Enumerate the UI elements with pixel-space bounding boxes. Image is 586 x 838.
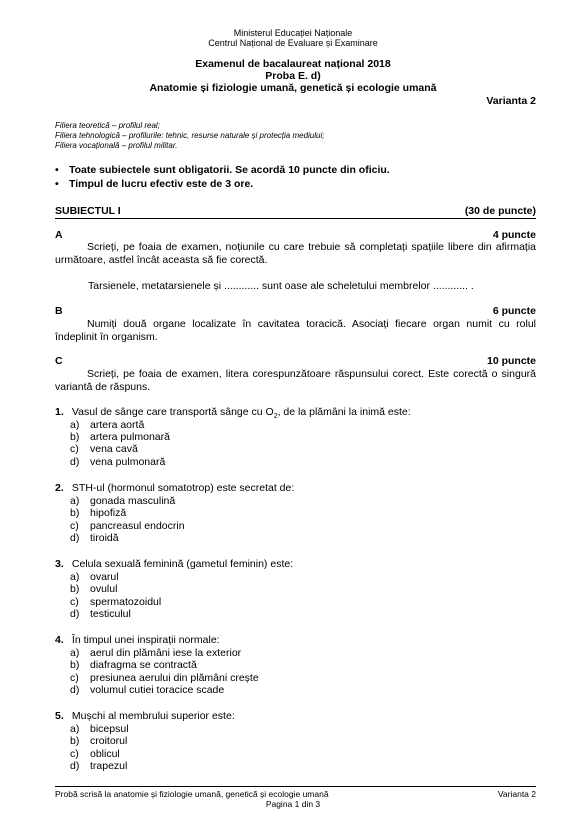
section-b-text: Numiți două organe localizate în cavitatea toracică. Asociați fiecare organ numit cu rolul îndeplinit în organism. bbox=[55, 318, 536, 343]
question-3-option-b: b) ovulul bbox=[70, 583, 118, 595]
footer-variant: Varianta 2 bbox=[497, 789, 536, 799]
question-1-option-a: a) artera aortă bbox=[70, 419, 145, 431]
exam-variant: Varianta 2 bbox=[486, 95, 536, 107]
exam-proba: Proba E. d) bbox=[265, 70, 321, 82]
section-c-points: 10 puncte bbox=[486, 355, 536, 367]
question-1: 1. Vasul de sânge care transportă sânge cu $O_2$, de la plămâni la inimă este: bbox=[55, 406, 411, 421]
ministry-name: Ministerul Educației Naționale bbox=[233, 28, 353, 38]
bullet-icon: • bbox=[55, 178, 59, 190]
question-4-option-b: b) diafragma se contractă bbox=[70, 659, 197, 671]
exam-title: Examenul de bacalaureat național 2018 bbox=[195, 58, 391, 70]
question-4: 4. În timpul unei inspirații normale: bbox=[55, 634, 220, 646]
question-5-option-a: a) bicepsul bbox=[70, 723, 129, 735]
section-a-text: Scrieți, pe foaia de examen, noțiunile cu care trebuie să completați spațiile libere din afirmația următoare, astfel încât aceasta să fie corectă. bbox=[55, 241, 536, 266]
question-1-option-d: d) vena pulmonară bbox=[70, 456, 166, 468]
question-2: 2. STH-ul (hormonul somatotrop) este secretat de: bbox=[55, 482, 295, 494]
section-a-statement: Tarsienele, metatarsienele și ............ sunt oase ale scheletului membrelor ............ . bbox=[88, 280, 474, 292]
instruction-item: • Timpul de lucru efectiv este de 3 ore. bbox=[55, 178, 254, 190]
question-4-option-d: d) volumul cutiei toracice scade bbox=[70, 684, 225, 696]
filiera-tehnologica: Filiera tehnologică – profilurile: tehnic, resurse naturale și protecția mediului; bbox=[55, 131, 325, 140]
question-5-option-d: d) trapezul bbox=[70, 760, 128, 772]
filiera-teoretica: Filiera teoretică – profilul real; bbox=[55, 121, 160, 130]
question-2-option-c: c) pancreasul endocrin bbox=[70, 520, 185, 532]
page-number: Pagina 1 din 3 bbox=[265, 799, 321, 809]
section-a-letter: A bbox=[55, 229, 63, 241]
section-b-letter: B bbox=[55, 305, 63, 317]
question-5-option-b: b) croitorul bbox=[70, 735, 128, 747]
center-name: Centrul Național de Evaluare și Examinare bbox=[208, 38, 378, 48]
footer-divider bbox=[55, 786, 536, 787]
section-a-points: 4 puncte bbox=[492, 229, 536, 241]
question-4-option-c: c) presiunea aerului din plămâni crește bbox=[70, 672, 259, 684]
question-3-option-a: a) ovarul bbox=[70, 571, 119, 583]
subiect-heading bbox=[55, 205, 536, 219]
question-4-option-a: a) aerul din plămâni iese la exterior bbox=[70, 647, 242, 659]
question-3-option-d: d) testiculul bbox=[70, 608, 131, 620]
bullet-icon: • bbox=[55, 164, 59, 176]
subiect-points: (30 de puncte) bbox=[464, 205, 536, 217]
question-5-option-c: c) oblicul bbox=[70, 748, 120, 760]
question-1-option-c: c) vena cavă bbox=[70, 443, 138, 455]
filiera-vocationala: Filiera vocațională – profilul militar. bbox=[55, 141, 178, 150]
instruction-item: • Toate subiectele sunt obligatorii. Se acordă 10 puncte din oficiu. bbox=[55, 164, 390, 176]
question-2-option-a: a) gonada masculină bbox=[70, 495, 176, 507]
section-c-letter: C bbox=[55, 355, 63, 367]
question-2-option-b: b) hipofiză bbox=[70, 507, 127, 519]
footer-title: Probă scrisă la anatomie și fiziologie umană, genetică și ecologie umană bbox=[55, 789, 329, 799]
question-2-option-d: d) tiroidă bbox=[70, 532, 119, 544]
question-5: 5. Mușchi al membrului superior este: bbox=[55, 710, 235, 722]
question-1-option-b: b) artera pulmonară bbox=[70, 431, 170, 443]
exam-subject: Anatomie și fiziologie umană, genetică și ecologie umană bbox=[149, 82, 437, 94]
question-3: 3. Celula sexuală feminină (gametul feminin) este: bbox=[55, 558, 294, 570]
section-b-points: 6 puncte bbox=[492, 305, 536, 317]
section-c-text: Scrieți, pe foaia de examen, litera corespunzătoare răspunsului corect. Este corectă o singură variantă de răspuns. bbox=[55, 368, 536, 393]
subiect-label: SUBIECTUL I bbox=[55, 205, 121, 217]
question-3-option-c: c) spermatozoidul bbox=[70, 596, 162, 608]
